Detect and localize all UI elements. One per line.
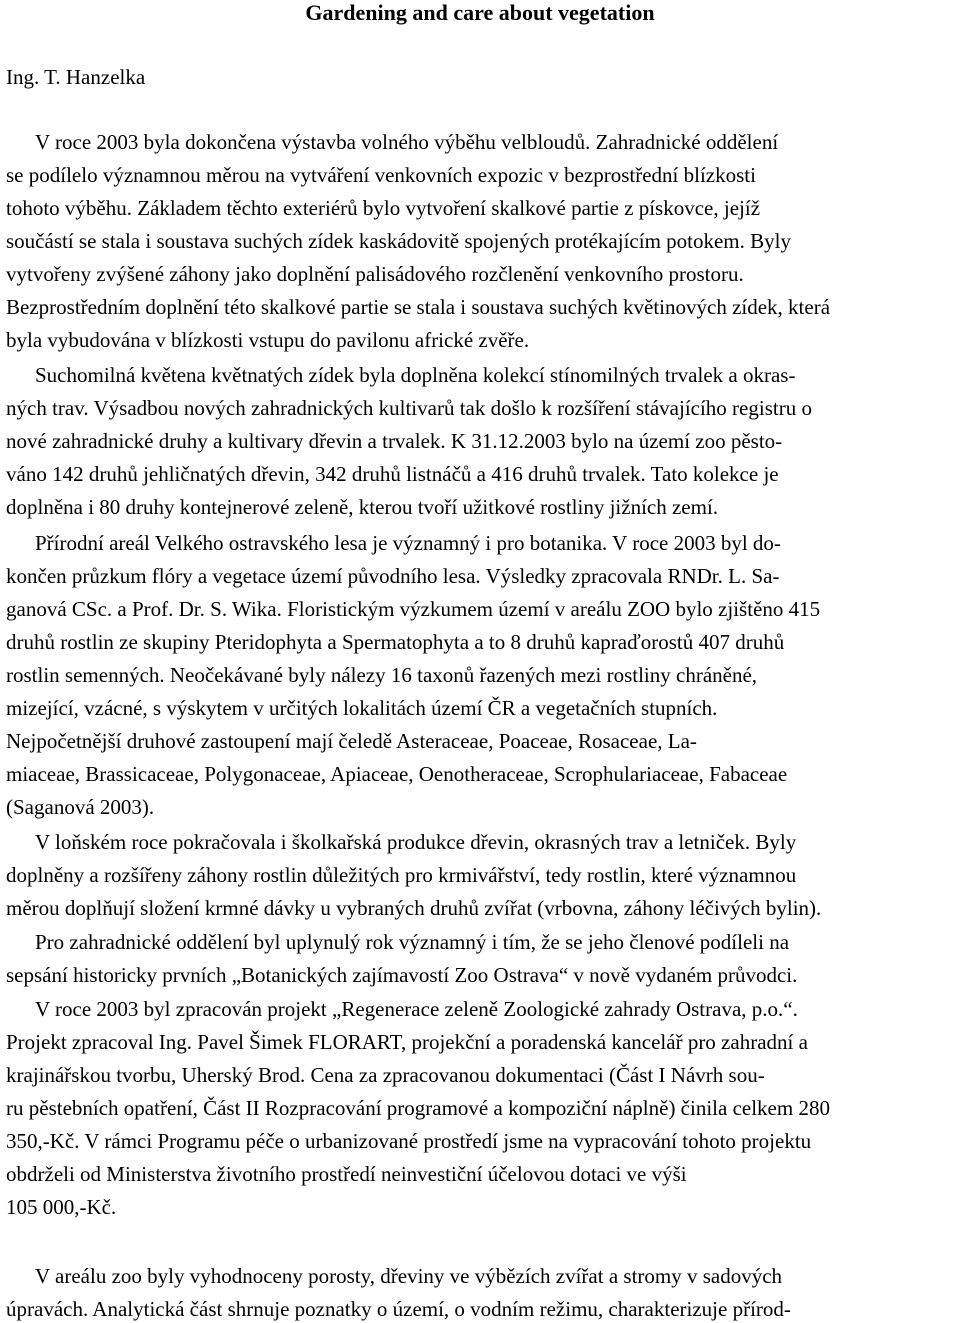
paragraph-line: V loňském roce pokračovala i školkařská produkce dřevin, okrasných trav a letniček. Byly bbox=[35, 830, 797, 854]
paragraph-line: Projekt zpracoval Ing. Pavel Šimek FLORART, projekční a poradenská kancelář pro zahradní a bbox=[6, 1030, 808, 1054]
paragraph-line: vytvořeny zvýšené záhony jako doplnění palisádového rozčlenění venkovního prostoru. bbox=[6, 262, 744, 286]
paragraph-line: miaceae, Brassicaceae, Polygonaceae, Apiaceae, Oenotheraceae, Scrophulariaceae, Fabaceae bbox=[6, 762, 788, 786]
paragraph-line: váno 142 druhů jehličnatých dřevin, 342 druhů listnáčů a 416 druhů trvalek. Tato kolekce je bbox=[6, 462, 779, 486]
paragraph-line: 105 000,-Kč. bbox=[6, 1195, 117, 1219]
paragraph-line: sepsání historicky prvních „Botanických zajímavostí Zoo Ostrava“ v nově vydaném průvodci. bbox=[6, 963, 798, 987]
paragraph-line: V roce 2003 byla dokončena výstavba volného výběhu velbloudů. Zahradnické oddělení bbox=[35, 130, 779, 154]
paragraph-line: součástí se stala i soustava suchých zídek kaskádovitě spojených protékajícím potokem. Byly bbox=[6, 229, 791, 253]
paragraph-line: rostlin semenných. Neočekávané byly nálezy 16 taxonů řazených mezi rostliny chráněné, bbox=[6, 663, 758, 687]
paragraph-line: se podílelo významnou měrou na vytváření venkovních expozic v bezprostřední blízkosti bbox=[6, 163, 756, 187]
paragraph-line: Suchomilná květena květnatých zídek byla doplněna kolekcí stínomilných trvalek a okras- bbox=[35, 363, 796, 387]
paragraph-line: končen průzkum flóry a vegetace území původního lesa. Výsledky zpracovala RNDr. L. Sa- bbox=[6, 564, 780, 588]
paragraph-line: úpravách. Analytická část shrnuje poznatky o území, o vodním režimu, charakterizuje přírod- bbox=[6, 1297, 791, 1321]
paragraph-line: měrou doplňují složení krmné dávky u vybraných druhů zvířat (vrbovna, záhony léčivých bylin). bbox=[6, 896, 822, 920]
paragraph-line: Pro zahradnické oddělení byl uplynulý rok významný i tím, že se jeho členové podíleli na bbox=[35, 930, 790, 954]
paragraph-line: ru pěstebních opatření, Část II Rozpracování programové a kompoziční náplně) činila celkem 280 bbox=[6, 1096, 830, 1120]
paragraph-line: Nejpočetnější druhové zastoupení mají čeledě Asteraceae, Poaceae, Rosaceae, La- bbox=[6, 729, 697, 753]
paragraph-line: mizející, vzácné, s výskytem v určitých lokalitách území ČR a vegetačních stupních. bbox=[6, 696, 718, 720]
paragraph-line: byla vybudována v blízkosti vstupu do pavilonu africké zvěře. bbox=[6, 328, 530, 352]
paragraph-line: krajinářskou tvorbu, Uherský Brod. Cena za zpracovanou dokumentaci (Část I Návrh sou- bbox=[6, 1063, 765, 1087]
document-author: Ing. T. Hanzelka bbox=[6, 65, 146, 89]
paragraph-line: doplněna i 80 druhy kontejnerové zeleně, kterou tvoří užitkové rostliny jižních zemí. bbox=[6, 495, 719, 519]
paragraph-line: Bezprostředním doplnění této skalkové partie se stala i soustava suchých květinových zídek, která bbox=[6, 295, 831, 319]
paragraph-line: 350,-Kč. V rámci Programu péče o urbanizované prostředí jsme na vypracování tohoto projektu bbox=[6, 1129, 812, 1153]
paragraph-line: V roce 2003 byl zpracován projekt „Regenerace zeleně Zoologické zahrady Ostrava, p.o.“. bbox=[35, 997, 798, 1021]
paragraph-line: tohoto výběhu. Základem těchto exteriérů bylo vytvoření skalkové partie z pískovce, jejíž bbox=[6, 196, 761, 220]
document-title: Gardening and care about vegetation bbox=[305, 0, 655, 25]
paragraph-line: V areálu zoo byly vyhodnoceny porosty, dřeviny ve výbězích zvířat a stromy v sadových bbox=[35, 1264, 783, 1288]
paragraph-line: doplněny a rozšířeny záhony rostlin důležitých pro krmivářství, tedy rostlin, které významnou bbox=[6, 863, 797, 887]
paragraph-line: (Saganová 2003). bbox=[6, 795, 155, 819]
paragraph-line: ganová CSc. a Prof. Dr. S. Wika. Floristickým výzkumem území v areálu ZOO bylo zjištěno 415 bbox=[6, 597, 821, 621]
paragraph-line: Přírodní areál Velkého ostravského lesa je významný i pro botanika. V roce 2003 byl do- bbox=[35, 531, 781, 555]
paragraph-line: nové zahradnické druhy a kultivary dřevin a trvalek. K 31.12.2003 bylo na území zoo pěsto- bbox=[6, 429, 783, 453]
paragraph-line: druhů rostlin ze skupiny Pteridophyta a Spermatophyta a to 8 druhů kapraďorostů 407 druhů bbox=[6, 630, 785, 654]
paragraph-line: ných trav. Výsadbou nových zahradnických kultivarů tak došlo k rozšíření stávajícího registru o bbox=[6, 396, 812, 420]
paragraph-line: obdrželi od Ministerstva životního prostředí neinvestiční účelovou dotaci ve výši bbox=[6, 1162, 687, 1186]
